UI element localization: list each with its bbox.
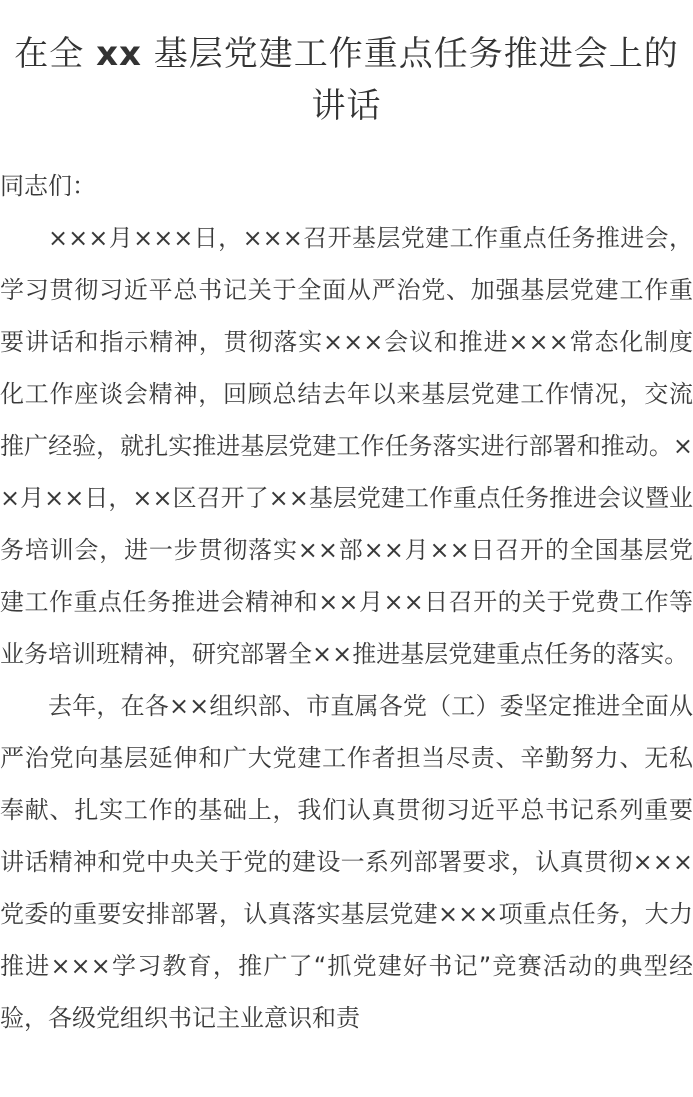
title-suffix: 基层党建工作重点任务推进会上的讲话 — [141, 34, 679, 126]
salutation: 同志们： — [0, 172, 96, 200]
document-title — [0, 28, 693, 132]
paragraph-2: 去年，在各××组织部、市直属各党（工）委坚定推进全面从严治党向基层延伸和广大党建工作者担当尽责、辛勤努力、无私奉献、扎实工作的基础上，我们认真贯彻习近平总书记系列重要讲话精神和党中央关于党的建设一系列部署要求，认真贯彻×××党委的重要安排部署，认真落实基层党建×××项重点任务，大力推进×××学习教育，推广了“抓党建好书记”竞赛活动的典型经验，各级党组织书记主业意识和责 — [0, 692, 693, 1032]
paragraph-1: ×××月×××日，×××召开基层党建工作重点任务推进会，学习贯彻习近平总书记关于全面从严治党、加强基层党建工作重要讲话和指示精神，贯彻落实×××会议和推进×××常态化制度化工作座谈会精神，回顾总结去年以来基层党建工作情况，交流推广经验，就扎实推进基层党建工作任务落实进行部署和推动。××月××日，××区召开了××基层党建工作重点任务推进会议暨业务培训会，进一步贯彻落实××部××月××日召开的全国基层党建工作重点任务推进会精神和××月××日召开的关于党费工作等业务培训班精神，研究部署全××推进基层党建重点任务的落实。 — [0, 224, 693, 668]
document-body — [0, 160, 693, 1044]
title-prefix: 在全 — [14, 34, 97, 74]
title-bold-xx: xx — [96, 34, 142, 74]
